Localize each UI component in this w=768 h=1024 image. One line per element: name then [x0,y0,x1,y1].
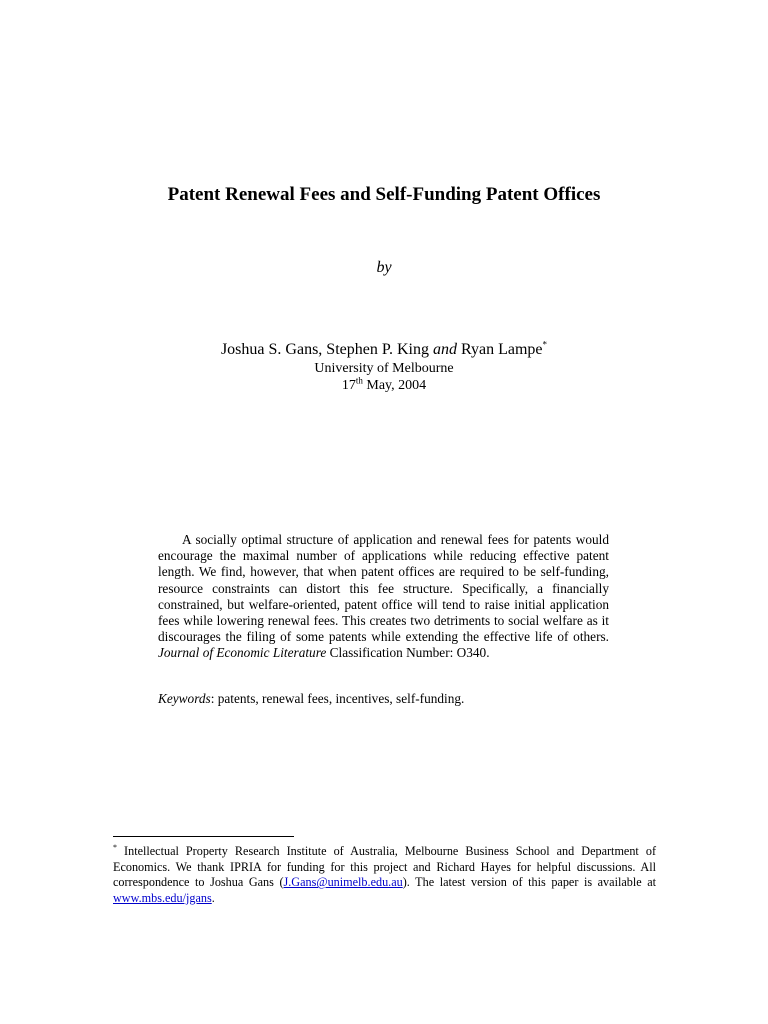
abstract-jel-journal: Journal of Economic Literature [158,645,327,661]
authors-last: Ryan Lampe [460,341,543,358]
byline: by [376,259,392,276]
keywords [158,691,609,707]
date-day: 17 [341,378,356,393]
authors-first: Joshua S. Gans, Stephen P. King [220,341,429,358]
author-footnote-mark: * [542,339,548,350]
author-list [0,340,768,360]
footnote-divider [113,836,294,837]
date-suffix: th [355,375,363,386]
publication-date [0,377,768,394]
abstract [158,532,609,662]
keywords-label: Keywords [158,691,211,706]
keywords-text: : patents, renewal fees, incentives, self-funding. [210,691,465,706]
footnote-text-1: Intellectual Property Research Institute of Australia, Melbourne Business School and Department of Economics. We thank IPRIA for funding for this project and Richard Hayes for helpful discussions. All correspondence to Joshua Gans ( [113,844,656,890]
website-link[interactable]: www.mbs.edu/jgans [113,890,212,905]
footnote [113,844,656,906]
footnote-text-3: . [211,890,215,905]
abstract-text: A socially optimal structure of application and renewal fees for patents would encourage the maximal number of applications while reducing effective patent length. We find, however, that when patent offices are required to be self-funding, resource constraints can distort this fee structure. Specifically, a financially constrained, but welfare-oriented, patent office will tend to raise initial application fees while lowering renewal fees. This creates two detriments to social welfare as it discourages the filing of some patents while extending the effective life of others. [158,532,609,645]
email-link[interactable]: J.Gans@unimelb.edu.au [283,875,403,890]
footnote-mark: * [113,842,117,852]
abstract-jel-rest: Classification Number: O340. [329,645,490,661]
paper-title: Patent Renewal Fees and Self-Funding Patent Offices [167,184,601,205]
footnote-text-2: ). The latest version of this paper is available at [402,875,656,890]
affiliation: University of Melbourne [314,361,454,376]
date-rest: May, 2004 [366,378,427,393]
authors-conjunction: and [432,341,457,358]
